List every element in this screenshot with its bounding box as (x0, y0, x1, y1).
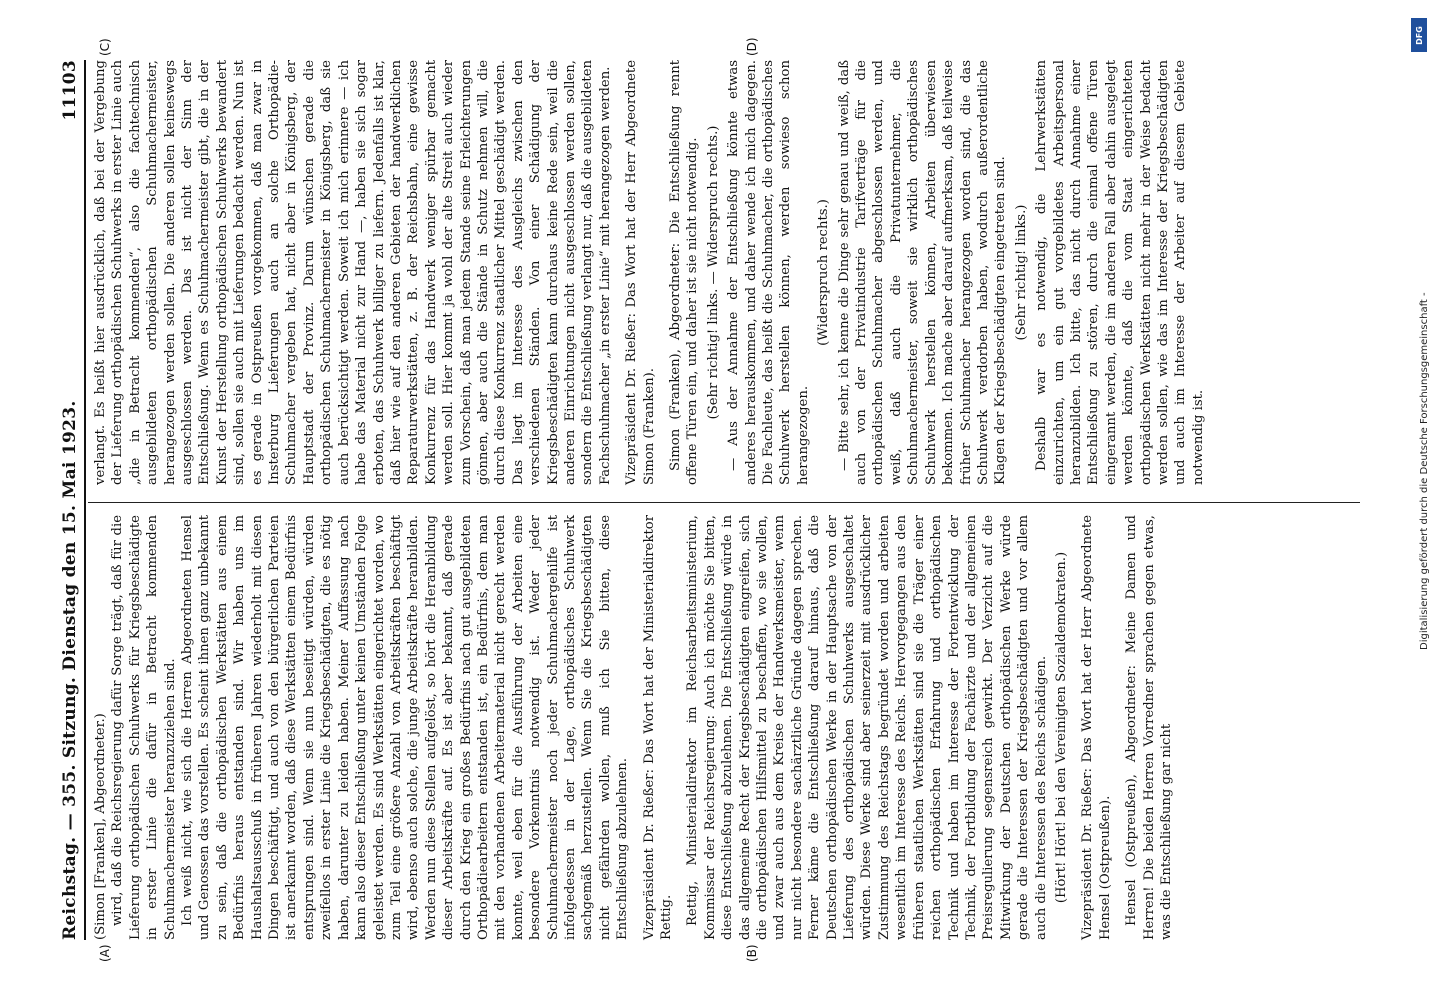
margin-marker-a: (A) (98, 944, 112, 962)
paragraph: Vizepräsident Dr. Rießer: Das Wort hat der Herr Abgeordnete Simon (Franken). (624, 60, 657, 485)
paragraph: — Bitte sehr, ich kenne die Dinge sehr genau und weiß, daß auch von der Privatindustrie Tarifverträge für die orthopädischen Schuhmacher abgeschlossen werden, und weiß, daß auch die Privatunternehmer, die Schuhmachermeister, soweit sie wirklich orthopädisches Schuhwerk herstellen können, Arbeiten überwiesen bekommen. Ich mache aber darauf aufmerksam, daß teilweise früher Schuhmacher herangezogen worden sind, die das Schuhwerk verdorben haben, wodurch außerordentliche Klagen der Kriegsbeschädigten eingetreten sind. (836, 60, 1009, 485)
paragraph: (Sehr richtig! links.) (1013, 204, 1029, 341)
margin-marker-c: (C) (98, 38, 112, 56)
column-divider (88, 502, 1360, 503)
paragraph: (Sehr richtig! links. — Widerspruch rechts.) (705, 125, 721, 420)
paragraph: Vizepräsident Dr. Rießer: Das Wort hat der Ministerialdirektor Rettig. (641, 515, 674, 940)
credit-text: Digitalisierung gefördert durch die Deutsche Forschungsgemeinschaft - (1419, 292, 1430, 650)
header-rule (84, 60, 86, 940)
paragraph: (Simon [Franken], Abgeordneter.) (93, 713, 108, 940)
paragraph: — Aus der Annahme der Entschließung könnte etwas anderes herauskommen, und daher wende ich mich dagegen. Die Fachleute, das heißt die Schuhmacher, die orthopädisches Schuhwerk herstellen können, werden sowieso schon herangezogen. (726, 60, 811, 485)
paragraph: Vizepräsident Dr. Rießer: Das Wort hat der Herr Abgeordnete Hensel (Ostpreußen). (1080, 515, 1113, 940)
paragraph: Simon (Franken), Abgeordneter: Die Entschließung rennt offene Türen ein, und daher ist sie nicht notwendig. (668, 60, 701, 485)
paragraph: Ich weiß nicht, wie sich die Herren Abgeordneten Hensel und Genossen das vorstellen. Es scheint ihnen ganz unbekannt zu sein, daß die orthopädischen Werkstätten aus einem Bedürfnis heraus entstanden sind. Wir haben uns im Haushaltsausschuß in früheren Jahren wiederholt mit diesen Dingen beschäftigt, und auch von den bürgerlichen Parteien ist anerkannt worden, daß diese Werkstätten einem Bedürfnis entsprungen sind. Wenn sie nun beseitigt würden, würden zweifellos in erster Linie die Kriegsbeschädigten, die es nötig haben, darunter zu leiden haben. Meiner Auffassung nach kann also dieser Entschließung unter keinen Umständen Folge geleistet werden. Es sind Werkstätten eingerichtet worden, wo zum Teil eine größere Anzahl von Arbeitskräften beschäftigt wird, ebenso auch solche, die junge Arbeitskräfte heranbilden. Werden nun diese Stellen aufgelöst, so hört die Heranbildung dieser Arbeitskräfte auf. Es ist aber bekannt, daß gerade durch den Krieg ein großes Bedürfnis nach gut ausgebildeten Orthopädiearbeitern entstanden ist, ein Bedürfnis, dem man mit den vorhandenen Arbeitermaterial nicht gerecht werden konnte, weil eben für die Ausführung der Arbeiten eine besondere Vorkenntnis notwendig ist. Weder jeder Schuhmachermeister noch jeder Schuhmachergehilfe ist infolgedessen in der Lage, orthopädisches Schuhwerk sachgemäß herzustellen. Wenn Sie die Kriegsbeschädigten nicht gefährden wollen, muß ich Sie bitten, diese Entschließung abzulehnen. (180, 515, 631, 940)
paragraph: (Hört! Hört! bei den Vereinigten Sozialdemokraten.) (1053, 551, 1069, 904)
paragraph: verlangt. Es heißt hier ausdrücklich, daß bei der Vergebung der Lieferung orthopädischen Schuhwerks in erster Linie auch „die in Betracht kommenden“, also die fachtechnisch ausgebildeten orthopädischen Schuhmachermeister, herangezogen werden sollen. Die anderen sollen keineswegs ausgeschlossen werden. Das ist nicht der Sinn der Entschließung. Wenn es Schuhmachermeister gibt, die in der Kunst der Herstellung orthopädischen Schuhwerks bewandert sind, sollen sie auch mit Lieferungen bedacht werden. Nun ist es gerade in Ostpreußen vorgekommen, daß man zwar in Insterburg Lieferungen auch an solche Orthopädie-Schuhmacher vergeben hat, nicht aber in Königsberg, der Hauptstadt der Provinz. Darum wünschen gerade die orthopädischen Schuhmachermeister in Königsberg, daß sie auch berücksichtigt werden. Soweit ich mich erinnere — ich habe das Material nicht zur Hand —, haben sie sich sogar erboten, das Schuhwerk billiger zu liefern. Jedenfalls ist klar, daß hier wie auf den anderen Gebieten der handwerklichen Reparaturwerkstätten, z. B. der Reichsbahn, eine gewisse Konkurrenz für das Handwerk weniger spürbar gemacht werden soll. Hier kommt ja wohl der alte Streit auch wieder zum Vorschein, daß man jedem Stande seine Erleichterungen gönnen, aber auch die Stände in Schutz nehmen will, die durch diese Konkurrenz staatlicher Mittel geschädigt werden. Das liegt im Interesse des Ausgleichs zwischen den verschiedenen Ständen. Von einer Schädigung der Kriegsbeschädigten kann durchaus keine Rede sein, weil die anderen Einrichtungen nicht ausgeschlossen werden sollen, sondern die Entschließung verlangt nur, daß die ausgebildeten Fachschuhmacher „in erster Linie“ mit herangezogen werden. (93, 60, 613, 485)
header-title: Reichstag. — 355. Sitzung. Dienstag den 15. Mai 1923. (60, 400, 80, 940)
paragraph: wird, daß die Reichsregierung dafür Sorge trägt, daß für die Lieferung orthopädischen Schuhwerks für Kriegsbeschädigte in erster Linie die dafür in Betracht kommenden Schuhmachermeister heranzuziehen sind. (110, 515, 178, 940)
paragraph: Hensel (Ostpreußen), Abgeordneter: Meine Damen und Herren! Die beiden Herren Vorredner sprachen gegen etwas, was die Entschließung gar nicht (1124, 515, 1174, 940)
margin-marker-b: (B) (745, 944, 759, 962)
digitization-credit (1408, 10, 1430, 990)
dfg-logo: DFG (1411, 18, 1427, 52)
paragraph: Rettig, Ministerialdirektor im Reichsarbeitsministerium, Kommissar der Reichsregierung: Auch ich möchte Sie bitten, diese Entschließung abzulehnen. Die Entschließung würde in das allgemeine Recht der Kriegsbeschädigten eingreifen, sich die orthopädischen Hilfsmittel zu beschaffen, wo sie wollen, und zwar auch aus dem Kreise der Handwerksmeister, wenn nur nicht besondere sachärztliche Gründe dagegen sprechen. Ferner käme die Entschließung darauf hinaus, daß die Deutschen orthopädischen Werke in der Hauptsache von der Lieferung des orthopädischen Schuhwerks ausgeschaltet würden. Diese Werke sind aber seinerzeit mit ausdrücklicher Zustimmung des Reichstags begründet worden und arbeiten wesentlich im Interesse des Reichs. Hervorgegangen aus den früheren staatlichen Werkstätten sind sie die Träger einer reichen orthopädischen Erfahrung und orthopädischen Technik und haben im Interesse der Fortentwicklung der Technik, der Fortbildung der Fachärzte und der allgemeinen Preisregulierung segensreich gewirkt. Der Verzicht auf die Mitwirkung der Deutschen orthopädischen Werke würde gerade die Interessen der Kriegsbeschädigten und vor allem auch die Interessen des Reichs schädigen. (685, 515, 1049, 940)
right-column (92, 60, 1207, 485)
page-header (50, 60, 80, 940)
paragraph: (Widerspruch rechts.) (816, 199, 832, 346)
margin-marker-d: (D) (745, 37, 759, 56)
left-column (92, 515, 1175, 940)
paragraph: Deshalb war es notwendig, die Lehrwerkstätten einzurichten, um ein gut vorgebildetes Arbeitspersonal heranzubilden. Ich bitte, das nicht durch Annahme einer Entschließung zu stören, durch die einmal offene Türen eingerannt werden, die im anderen Fall aber dahin ausgelegt werden könnte, daß die vom Staat eingerichteten orthopädischen Werkstätten nicht mehr in der Weise bedacht werden sollen, wie das im Interesse der Kriegsbeschädigten und auch im Interesse der Arbeiter auf diesem Gebiete notwendig ist. (1034, 60, 1206, 485)
page-number: 11103 (60, 60, 80, 121)
